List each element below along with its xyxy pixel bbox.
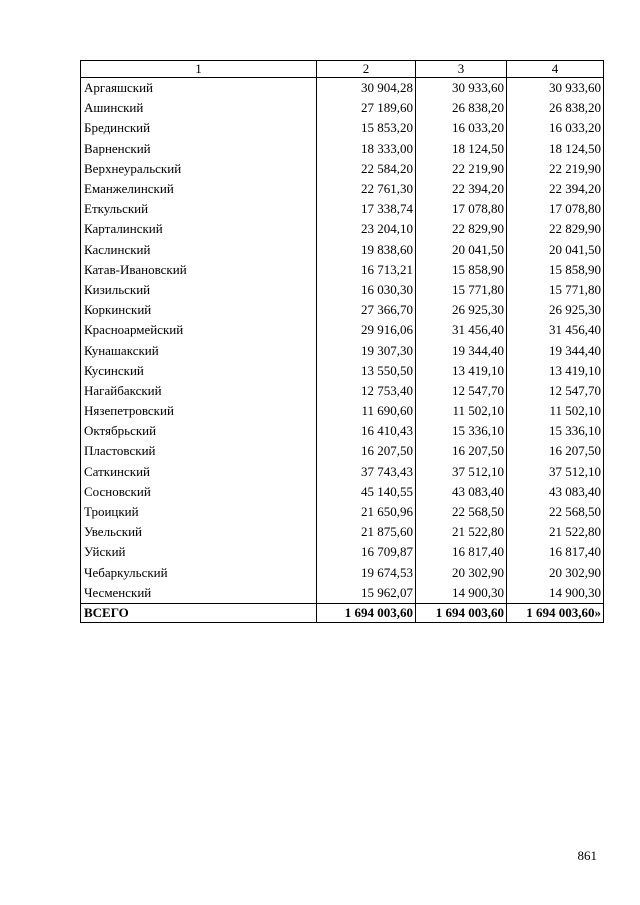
district-name-cell: Чесменский bbox=[81, 583, 317, 604]
value-col4-cell: 18 124,50 bbox=[507, 139, 604, 159]
value-col4-cell: 26 925,30 bbox=[507, 300, 604, 320]
district-name-cell: Аргаяшский bbox=[81, 78, 317, 99]
value-col4-cell: 26 838,20 bbox=[507, 98, 604, 118]
value-col3-cell: 31 456,40 bbox=[416, 320, 507, 340]
district-name-cell: Ашинский bbox=[81, 98, 317, 118]
column-header-2: 2 bbox=[317, 61, 416, 78]
district-name-cell: Пластовский bbox=[81, 441, 317, 461]
value-col4-cell: 12 547,70 bbox=[507, 381, 604, 401]
value-col4-cell: 22 568,50 bbox=[507, 502, 604, 522]
value-col4-cell: 22 829,90 bbox=[507, 219, 604, 239]
value-col2-cell: 15 962,07 bbox=[317, 583, 416, 604]
value-col4-cell: 13 419,10 bbox=[507, 361, 604, 381]
value-col3-cell: 12 547,70 bbox=[416, 381, 507, 401]
value-col4-cell: 21 522,80 bbox=[507, 522, 604, 542]
value-col3-cell: 15 858,90 bbox=[416, 260, 507, 280]
value-col2-cell: 29 916,06 bbox=[317, 320, 416, 340]
value-col2-cell: 13 550,50 bbox=[317, 361, 416, 381]
district-name-cell: Чебаркульский bbox=[81, 563, 317, 583]
value-col3-cell: 16 207,50 bbox=[416, 441, 507, 461]
value-col2-cell: 18 333,00 bbox=[317, 139, 416, 159]
district-name-cell: Октябрьский bbox=[81, 421, 317, 441]
table-row bbox=[81, 159, 604, 179]
value-col3-cell: 17 078,80 bbox=[416, 199, 507, 219]
value-col4-cell: 16 817,40 bbox=[507, 542, 604, 562]
value-col2-cell: 16 709,87 bbox=[317, 542, 416, 562]
value-col3-cell: 37 512,10 bbox=[416, 462, 507, 482]
value-col4-cell: 37 512,10 bbox=[507, 462, 604, 482]
value-col3-cell: 43 083,40 bbox=[416, 482, 507, 502]
district-name-cell: Верхнеуральский bbox=[81, 159, 317, 179]
table-row bbox=[81, 401, 604, 421]
value-col4-cell: 15 771,80 bbox=[507, 280, 604, 300]
value-col3-cell: 11 502,10 bbox=[416, 401, 507, 421]
total-value-col2: 1 694 003,60 bbox=[317, 603, 416, 622]
table-row bbox=[81, 542, 604, 562]
district-name-cell: Кунашакский bbox=[81, 340, 317, 360]
table-row bbox=[81, 482, 604, 502]
district-name-cell: Брединский bbox=[81, 118, 317, 138]
district-name-cell: Еманжелинский bbox=[81, 179, 317, 199]
value-col4-cell: 30 933,60 bbox=[507, 78, 604, 99]
header-row bbox=[81, 61, 604, 78]
value-col2-cell: 17 338,74 bbox=[317, 199, 416, 219]
district-name-cell: Нязепетровский bbox=[81, 401, 317, 421]
data-table bbox=[80, 60, 604, 623]
district-name-cell: Кизильский bbox=[81, 280, 317, 300]
value-col2-cell: 22 761,30 bbox=[317, 179, 416, 199]
value-col3-cell: 16 817,40 bbox=[416, 542, 507, 562]
value-col3-cell: 22 394,20 bbox=[416, 179, 507, 199]
value-col2-cell: 19 674,53 bbox=[317, 563, 416, 583]
table-row bbox=[81, 78, 604, 99]
value-col2-cell: 37 743,43 bbox=[317, 462, 416, 482]
value-col2-cell: 27 189,60 bbox=[317, 98, 416, 118]
district-name-cell: Еткульский bbox=[81, 199, 317, 219]
value-col4-cell: 22 219,90 bbox=[507, 159, 604, 179]
table-row bbox=[81, 179, 604, 199]
table-row bbox=[81, 522, 604, 542]
total-label: ВСЕГО bbox=[81, 603, 317, 622]
value-col3-cell: 21 522,80 bbox=[416, 522, 507, 542]
district-name-cell: Троицкий bbox=[81, 502, 317, 522]
value-col3-cell: 22 568,50 bbox=[416, 502, 507, 522]
table-row bbox=[81, 361, 604, 381]
value-col4-cell: 14 900,30 bbox=[507, 583, 604, 604]
value-col2-cell: 30 904,28 bbox=[317, 78, 416, 99]
value-col3-cell: 20 041,50 bbox=[416, 240, 507, 260]
table-row bbox=[81, 381, 604, 401]
table-row bbox=[81, 98, 604, 118]
table-row bbox=[81, 320, 604, 340]
district-name-cell: Уйский bbox=[81, 542, 317, 562]
value-col2-cell: 21 875,60 bbox=[317, 522, 416, 542]
table-row bbox=[81, 563, 604, 583]
district-name-cell: Карталинский bbox=[81, 219, 317, 239]
district-name-cell: Сосновский bbox=[81, 482, 317, 502]
value-col3-cell: 15 771,80 bbox=[416, 280, 507, 300]
value-col3-cell: 30 933,60 bbox=[416, 78, 507, 99]
value-col3-cell: 19 344,40 bbox=[416, 340, 507, 360]
total-value-col3: 1 694 003,60 bbox=[416, 603, 507, 622]
value-col4-cell: 15 858,90 bbox=[507, 260, 604, 280]
value-col3-cell: 15 336,10 bbox=[416, 421, 507, 441]
value-col2-cell: 12 753,40 bbox=[317, 381, 416, 401]
value-col3-cell: 20 302,90 bbox=[416, 563, 507, 583]
value-col4-cell: 31 456,40 bbox=[507, 320, 604, 340]
district-name-cell: Катав-Ивановский bbox=[81, 260, 317, 280]
value-col4-cell: 16 033,20 bbox=[507, 118, 604, 138]
value-col2-cell: 27 366,70 bbox=[317, 300, 416, 320]
district-name-cell: Увельский bbox=[81, 522, 317, 542]
value-col2-cell: 45 140,55 bbox=[317, 482, 416, 502]
value-col3-cell: 22 829,90 bbox=[416, 219, 507, 239]
value-col4-cell: 20 302,90 bbox=[507, 563, 604, 583]
table-row bbox=[81, 280, 604, 300]
value-col4-cell: 15 336,10 bbox=[507, 421, 604, 441]
table-body bbox=[81, 78, 604, 604]
district-name-cell: Коркинский bbox=[81, 300, 317, 320]
table-row bbox=[81, 300, 604, 320]
value-col4-cell: 43 083,40 bbox=[507, 482, 604, 502]
total-value-col4: 1 694 003,60» bbox=[507, 603, 604, 622]
table-row bbox=[81, 421, 604, 441]
value-col2-cell: 21 650,96 bbox=[317, 502, 416, 522]
value-col3-cell: 16 033,20 bbox=[416, 118, 507, 138]
table-row bbox=[81, 462, 604, 482]
value-col4-cell: 19 344,40 bbox=[507, 340, 604, 360]
value-col3-cell: 26 925,30 bbox=[416, 300, 507, 320]
table-row bbox=[81, 441, 604, 461]
value-col2-cell: 16 713,21 bbox=[317, 260, 416, 280]
table-row bbox=[81, 219, 604, 239]
value-col3-cell: 14 900,30 bbox=[416, 583, 507, 604]
table-row bbox=[81, 583, 604, 604]
table-row bbox=[81, 260, 604, 280]
value-col3-cell: 13 419,10 bbox=[416, 361, 507, 381]
table-row bbox=[81, 118, 604, 138]
page-number: 861 bbox=[577, 848, 597, 863]
value-col2-cell: 16 207,50 bbox=[317, 441, 416, 461]
value-col2-cell: 19 307,30 bbox=[317, 340, 416, 360]
column-header-1: 1 bbox=[81, 61, 317, 78]
column-header-3: 3 bbox=[416, 61, 507, 78]
table-row bbox=[81, 240, 604, 260]
table-row bbox=[81, 199, 604, 219]
value-col2-cell: 11 690,60 bbox=[317, 401, 416, 421]
district-name-cell: Кусинский bbox=[81, 361, 317, 381]
value-col2-cell: 15 853,20 bbox=[317, 118, 416, 138]
value-col3-cell: 22 219,90 bbox=[416, 159, 507, 179]
district-name-cell: Саткинский bbox=[81, 462, 317, 482]
district-name-cell: Красноармейский bbox=[81, 320, 317, 340]
total-row bbox=[81, 603, 604, 622]
value-col4-cell: 17 078,80 bbox=[507, 199, 604, 219]
district-name-cell: Варненский bbox=[81, 139, 317, 159]
value-col2-cell: 16 410,43 bbox=[317, 421, 416, 441]
value-col2-cell: 19 838,60 bbox=[317, 240, 416, 260]
value-col4-cell: 20 041,50 bbox=[507, 240, 604, 260]
table-row bbox=[81, 340, 604, 360]
district-name-cell: Нагайбакский bbox=[81, 381, 317, 401]
value-col3-cell: 18 124,50 bbox=[416, 139, 507, 159]
column-header-4: 4 bbox=[507, 61, 604, 78]
value-col2-cell: 16 030,30 bbox=[317, 280, 416, 300]
value-col2-cell: 22 584,20 bbox=[317, 159, 416, 179]
value-col4-cell: 16 207,50 bbox=[507, 441, 604, 461]
value-col2-cell: 23 204,10 bbox=[317, 219, 416, 239]
value-col4-cell: 11 502,10 bbox=[507, 401, 604, 421]
district-name-cell: Каслинский bbox=[81, 240, 317, 260]
value-col3-cell: 26 838,20 bbox=[416, 98, 507, 118]
table-row bbox=[81, 502, 604, 522]
value-col4-cell: 22 394,20 bbox=[507, 179, 604, 199]
table-row bbox=[81, 139, 604, 159]
